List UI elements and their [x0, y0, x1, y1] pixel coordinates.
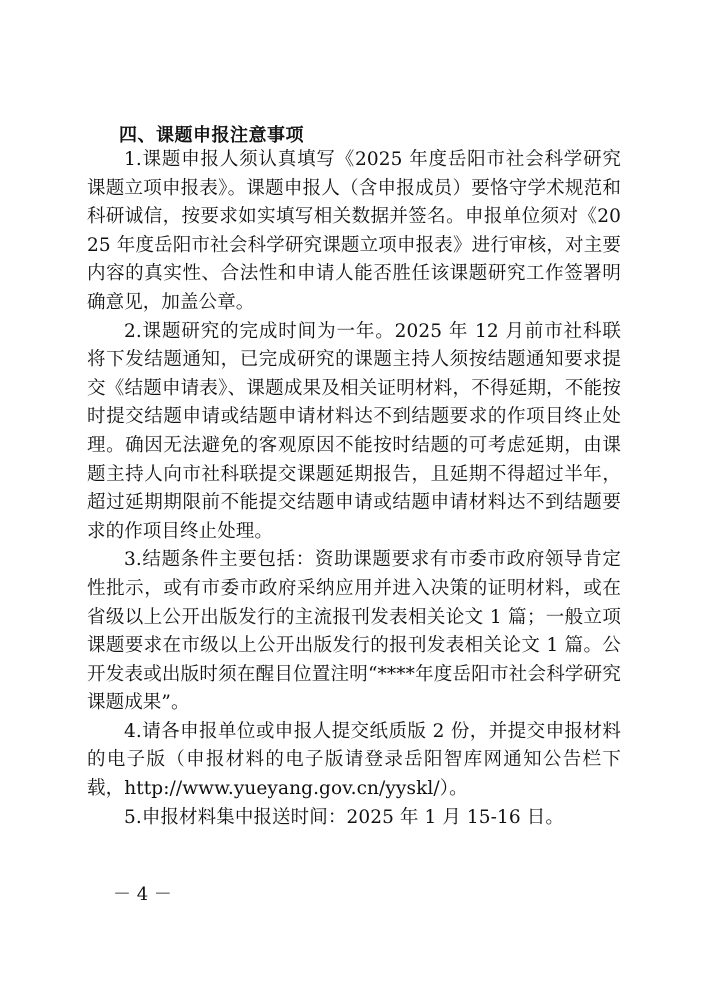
paragraph-submission-materials: 4.请各申报单位或申报人提交纸质版 2 份，并提交申报材料的电子版（申报材料的电子版请登录岳阳智库网通知公告栏下载，http://www.yueyang.gov.cn/yyskl/）。 — [87, 720, 621, 800]
paragraph-submission-time: 5.申报材料集中报送时间：2025 年 1 月 15-16 日。 — [124, 806, 564, 828]
page-number: － 4 － — [113, 884, 172, 905]
paragraph-completion-time: 2.课题研究的完成时间为一年。2025 年 12 月前市社科联将下发结题通知，已完成研究的课题主持人须按结题通知要求提交《结题申请表》、课题成果及相关证明材料，不得延期，不能按时提交结题申请或结题申请材料达不到结题要求的作项目终止处理。确因无法避免的客观原因不能按时结题的可考虑延期，由课题主持人向市社科联提交课题延期报告，且延期不得超过半年，超过延期期限前不能提交结题申请或结题申请材料达不到结题要求的作项目终止处理。 — [87, 320, 621, 542]
paragraph-completion-conditions: 3.结题条件主要包括：资助课题要求有市委市政府领导肯定性批示，或有市委市政府采纳应用并进入决策的证明材料，或在省级以上公开出版发行的主流报刊发表相关论文 1 篇；一般立项课题要求在市级以上公开出版发行的报刊发表相关论文 1 篇。公开发表或出版时须在醒目位置注明“****年度岳阳市社会科学研究课题成果”。 — [87, 549, 621, 714]
notice-body — [87, 146, 621, 832]
paragraph-application-form: 1.课题申报人须认真填写《2025 年度岳阳市社会科学研究课题立项申报表》。课题申报人（含申报成员）要恪守学术规范和科研诚信，按要求如实填写相关数据并签名。申报单位须对《2025 年度岳阳市社会科学研究课题立项申报表》进行审核，对主要内容的真实性、合法性和申请人能否胜任该课题研究工作签署明确意见，加盖公章。 — [87, 149, 621, 313]
section-heading: 四、课题申报注意事项 — [119, 125, 304, 146]
